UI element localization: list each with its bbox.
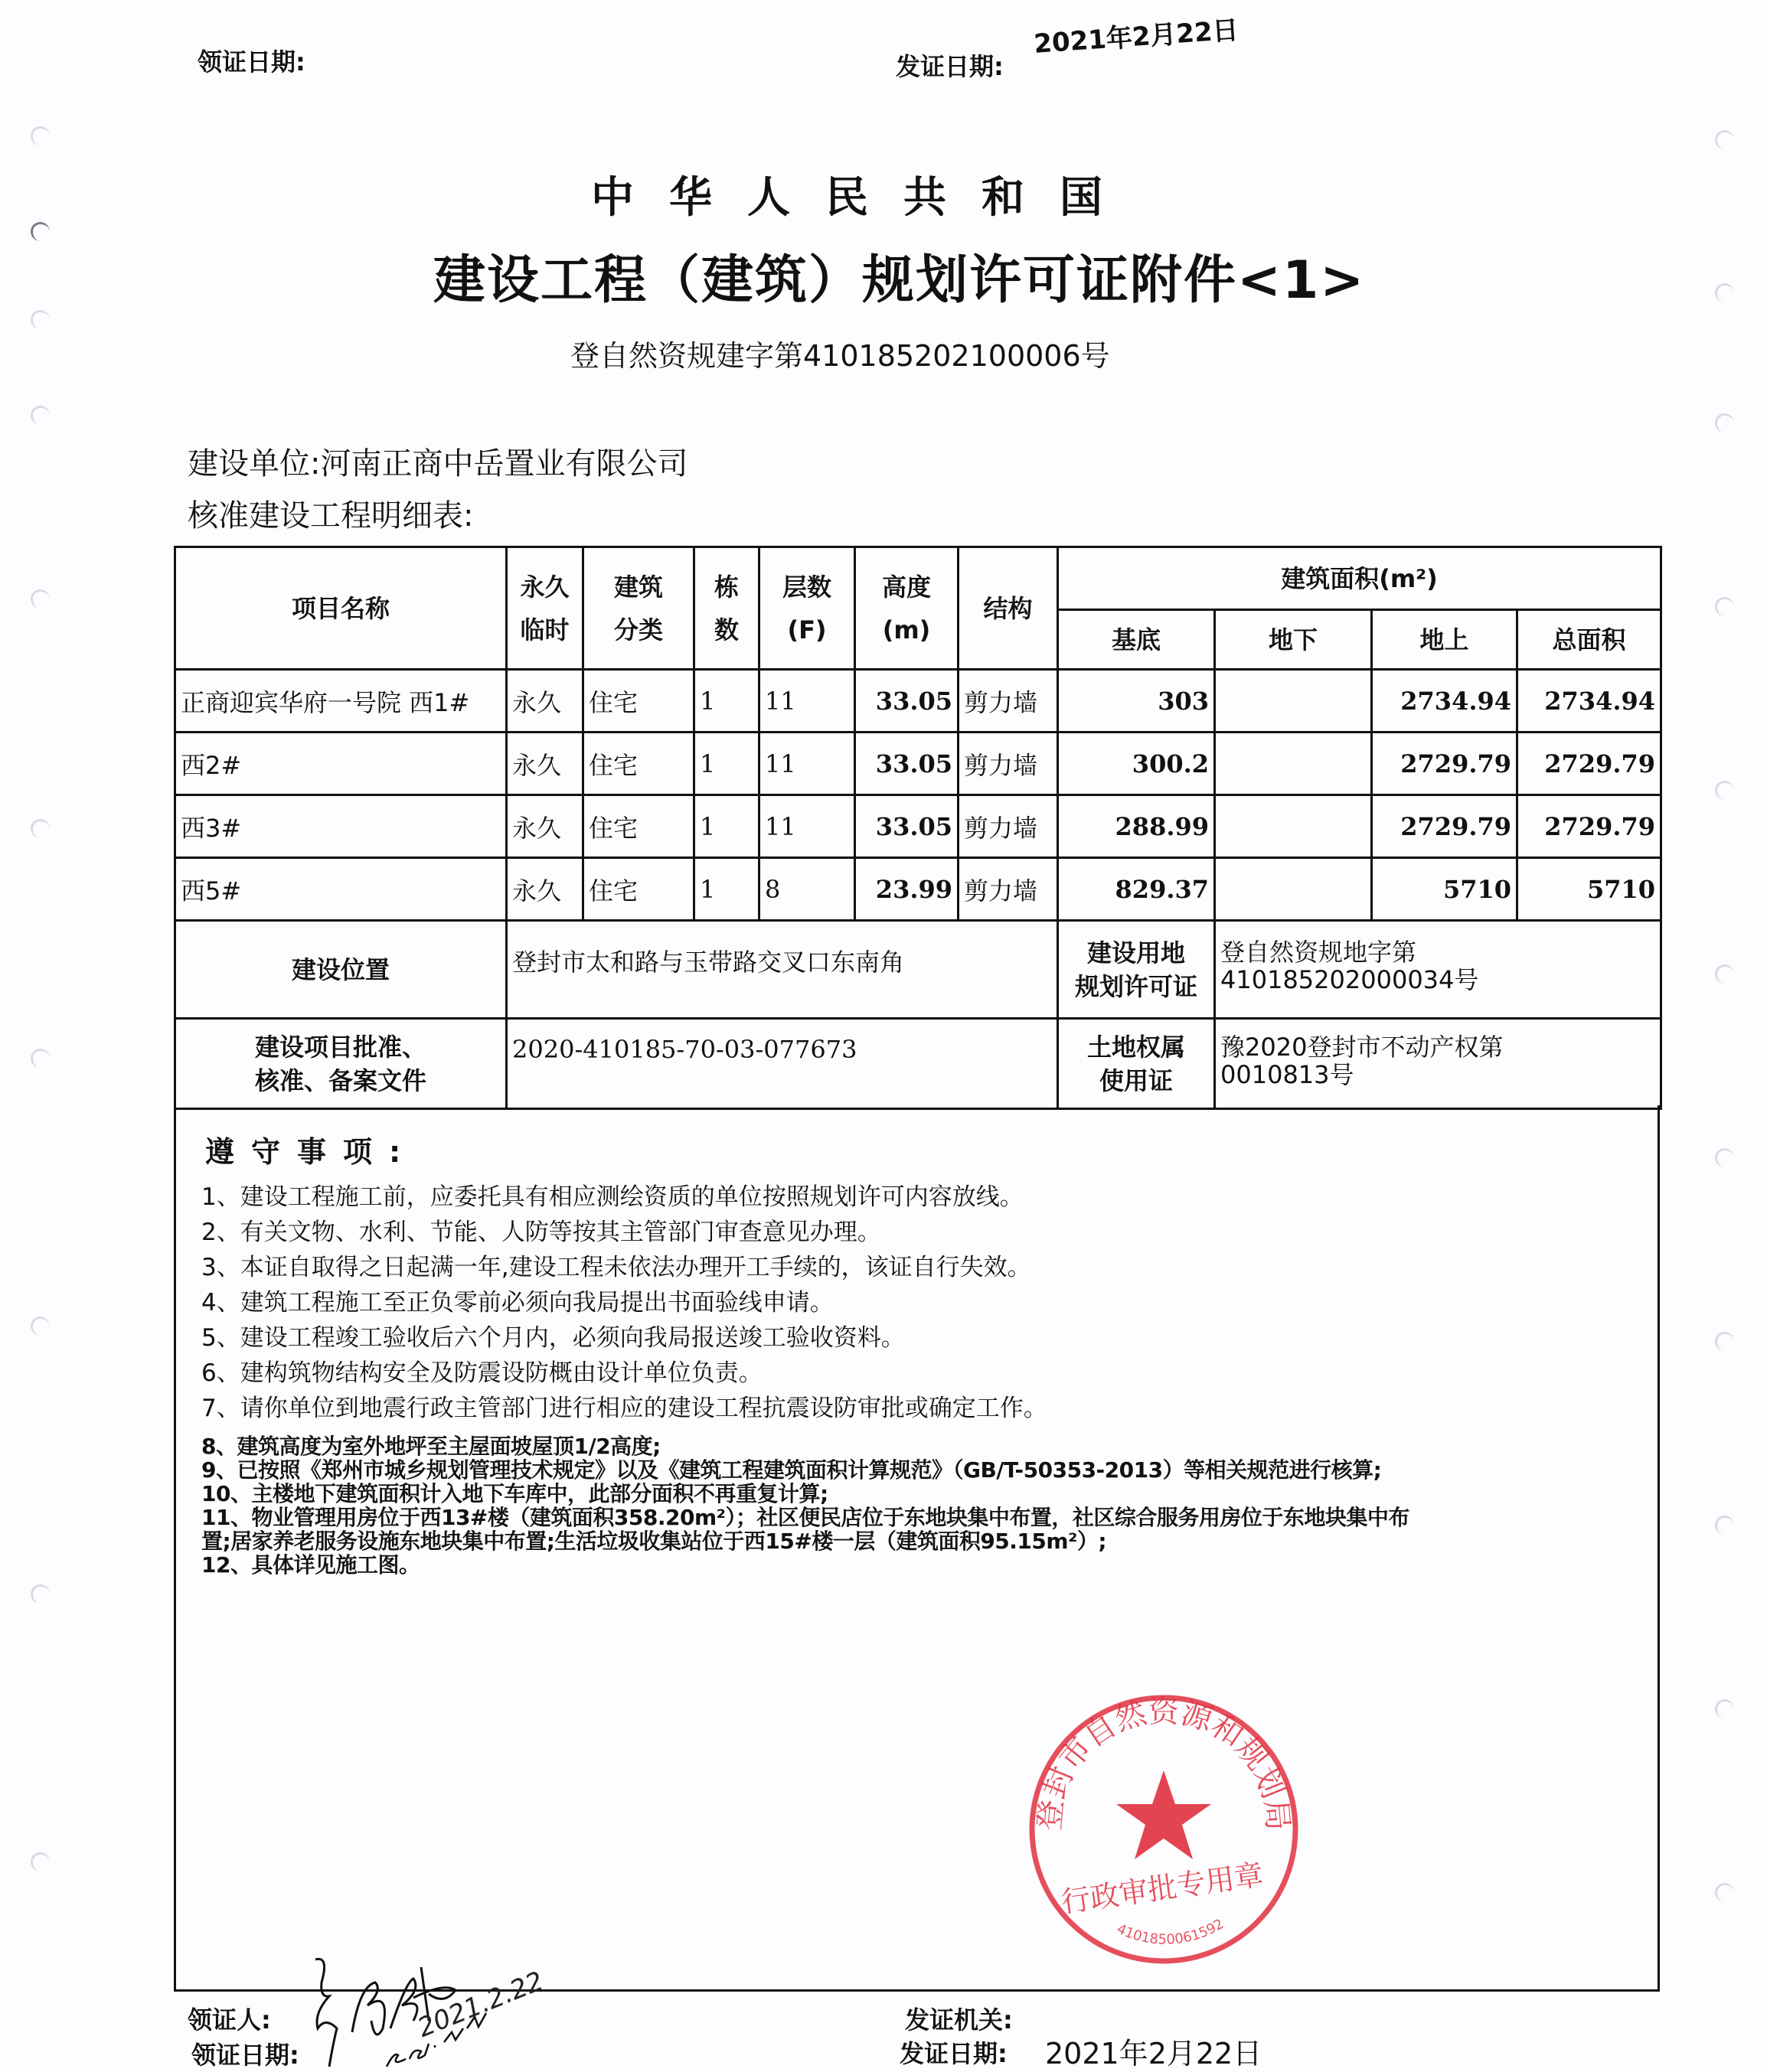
official-seal: [1022, 1688, 1305, 1971]
seal-purpose: 行政审批专用章: [1059, 1857, 1266, 1920]
construction-unit-name: 河南正商中岳置业有限公司: [320, 446, 688, 481]
note-item: 6、建构筑物结构安全及防震设防概由设计单位负责。: [201, 1359, 763, 1387]
cell-structure: 剪力墙: [959, 858, 1058, 921]
punch-hole-icon: [1715, 1516, 1734, 1535]
approval-value: 2020-410185-70-03-077673: [507, 1019, 1058, 1109]
cell-category: 住宅: [583, 670, 694, 733]
country-name: 中华人民共和国: [591, 173, 1138, 223]
document-title: 建设工程（建筑）规划许可证附件<1>: [433, 250, 1366, 311]
cell-name: 西5#: [175, 858, 507, 921]
cell-buildings: 1: [694, 858, 759, 921]
land-permit-value-line1: 登自然资规地字第: [1220, 938, 1417, 967]
punch-hole-icon: [1715, 130, 1734, 149]
note-item: 12、具体详见施工图。: [201, 1552, 420, 1578]
punch-hole-icon: [1715, 413, 1734, 432]
punch-hole-icon: [1715, 1332, 1734, 1351]
cell-permanence: 永久: [507, 858, 583, 921]
location-label: 建设位置: [175, 921, 507, 1019]
cell-height: 33.05: [855, 670, 959, 733]
cell-name: 西2#: [175, 733, 507, 795]
table-row: [175, 858, 1661, 921]
top-receive-date-label: 领证日期:: [198, 47, 305, 77]
punch-hole-icon: [1715, 1148, 1734, 1167]
project-detail-table: [174, 546, 1662, 1110]
footer-issue-date-label: 发证日期:: [900, 2039, 1008, 2068]
cell-structure: 剪力墙: [959, 670, 1058, 733]
header-buildings-line1: 栋: [714, 572, 739, 602]
land-permit-label: [1058, 921, 1215, 1019]
punch-hole-icon: [31, 310, 50, 329]
seal-code: 4101850061592: [1114, 1915, 1227, 1948]
construction-unit-label: 建设单位:: [188, 446, 321, 481]
punch-hole-icon: [1715, 964, 1734, 984]
header-area-group: 建筑面积(m²): [1058, 547, 1661, 610]
cell-structure: 剪力墙: [959, 733, 1058, 795]
header-structure: 结构: [959, 547, 1058, 670]
cell-category: 住宅: [583, 733, 694, 795]
issuer-label: 发证机关:: [905, 2005, 1013, 2034]
cell-aboveground: 2729.79: [1372, 795, 1517, 858]
seal-organization: 登封市自然资源和规划局: [1031, 1694, 1296, 1832]
table-caption: 核准建设工程明细表:: [188, 498, 474, 533]
header-row: [175, 547, 1661, 610]
cell-aboveground: 2729.79: [1372, 733, 1517, 795]
table-row: [175, 670, 1661, 733]
table-row: [175, 733, 1661, 795]
header-underground: 地下: [1215, 610, 1372, 670]
footer-issue-date-value: 2021年2月22日: [1045, 2037, 1262, 2070]
header-buildings-line2: 数: [714, 615, 739, 644]
header-floors-line2: (F): [787, 615, 827, 644]
cell-name: 西3#: [175, 795, 507, 858]
punch-hole-icon: [31, 1317, 50, 1336]
seal-star-icon: [1116, 1770, 1211, 1859]
cell-floors: 8: [759, 858, 855, 921]
cell-base: 300.2: [1058, 733, 1215, 795]
header-category-line1: 建筑: [613, 572, 663, 602]
punch-hole-icon: [1715, 1883, 1734, 1902]
note-item: 3、本证自取得之日起满一年,建设工程未依法办理开工手续的，该证自行失效。: [201, 1254, 1031, 1281]
land-cert-value-line2: 0010813号: [1220, 1060, 1354, 1089]
punch-hole-icon: [31, 1049, 50, 1068]
note-item: 1、建设工程施工前，应委托具有相应测绘资质的单位按照规划许可内容放线。: [201, 1183, 1024, 1211]
approval-label-line1: 建设项目批准、: [254, 1032, 426, 1062]
land-permit-value-line2: 410185202000034号: [1220, 965, 1479, 994]
header-height-line1: 高度: [881, 572, 931, 602]
approval-row: [175, 1019, 1661, 1109]
table-row: [175, 795, 1661, 858]
punch-hole-icon: [31, 406, 50, 425]
land-permit-label-line2: 规划许可证: [1074, 971, 1197, 1001]
header-aboveground: 地上: [1372, 610, 1517, 670]
cell-buildings: 1: [694, 795, 759, 858]
cell-floors: 11: [759, 670, 855, 733]
cell-category: 住宅: [583, 795, 694, 858]
header-category-line2: 分类: [613, 615, 663, 644]
punch-hole-icon: [1715, 283, 1734, 302]
construction-unit-line: [188, 439, 688, 483]
cell-underground: [1215, 795, 1372, 858]
approval-label-line2: 核准、备案文件: [254, 1065, 426, 1095]
notes-section: [174, 1105, 1660, 1992]
note-item: 5、建设工程竣工验收后六个月内，必须向我局报送竣工验收资料。: [201, 1324, 905, 1352]
note-item: 2、有关文物、水利、节能、人防等按其主管部门审查意见办理。: [201, 1219, 881, 1246]
cell-height: 33.05: [855, 733, 959, 795]
cell-total: 2729.79: [1517, 733, 1661, 795]
land-cert-label-line1: 土地权属: [1086, 1032, 1185, 1062]
header-permanence-line2: 临时: [520, 615, 570, 644]
note-item: 11、物业管理用房位于西13#楼（建筑面积358.20m²）；社区便民店位于东地块集中布置，社区综合服务用房位于东地块集中布: [201, 1505, 1409, 1530]
cell-permanence: 永久: [507, 795, 583, 858]
note-item: 7、请你单位到地震行政主管部门进行相应的建设工程抗震设防审批或确定工作。: [201, 1395, 1047, 1422]
punch-hole-icon: [1715, 1699, 1734, 1718]
cell-underground: [1215, 733, 1372, 795]
approval-label: [175, 1019, 507, 1109]
receiver-label: 领证人:: [188, 2005, 271, 2034]
header-permanence-line1: 永久: [520, 572, 570, 602]
cell-aboveground: 2734.94: [1372, 670, 1517, 733]
cell-buildings: 1: [694, 670, 759, 733]
handwritten-date: 2021.2.22: [413, 1966, 548, 2044]
header-floors: [759, 547, 855, 670]
land-permit-value: [1215, 921, 1661, 1019]
cell-name: 正商迎宾华府一号院 西1#: [175, 670, 507, 733]
cell-permanence: 永久: [507, 733, 583, 795]
header-floors-line1: 层数: [782, 572, 831, 602]
note-item: 置;居家养老服务设施东地块集中布置;生活垃圾收集站位于西15#楼一层（建筑面积95.15m²）;: [201, 1529, 1107, 1554]
top-issue-date-label: 发证日期:: [896, 52, 1004, 81]
note-item: 9、已按照《郑州市城乡规划管理技术规定》以及《建筑工程建筑面积计算规范》（GB/T-50353-2013）等相关规范进行核算;: [201, 1457, 1382, 1483]
permit-number: 登自然资规建字第410185202100006号: [570, 339, 1110, 373]
footer-receive-date-label: 领证日期:: [191, 2041, 299, 2070]
header-buildings: [694, 547, 759, 670]
note-item: 4、建筑工程施工至正负零前必须向我局提出书面验线申请。: [201, 1289, 834, 1317]
punch-hole-icon: [31, 126, 50, 145]
punch-hole-icon: [31, 222, 50, 241]
cell-total: 2729.79: [1517, 795, 1661, 858]
cell-underground: [1215, 858, 1372, 921]
header-height: [855, 547, 959, 670]
cell-height: 33.05: [855, 795, 959, 858]
punch-hole-icon: [31, 1852, 50, 1871]
header-project-name: 项目名称: [175, 547, 507, 670]
punch-hole-icon: [1715, 781, 1734, 800]
header-height-line2: (m): [882, 615, 931, 644]
cell-floors: 11: [759, 795, 855, 858]
header-permanence: [507, 547, 583, 670]
land-cert-value: [1215, 1019, 1661, 1109]
cell-height: 23.99: [855, 858, 959, 921]
punch-hole-icon: [31, 589, 50, 609]
header-category: [583, 547, 694, 670]
cell-aboveground: 5710: [1372, 858, 1517, 921]
cell-base: 288.99: [1058, 795, 1215, 858]
land-cert-label-line2: 使用证: [1099, 1065, 1173, 1095]
cell-base: 829.37: [1058, 858, 1215, 921]
cell-total: 5710: [1517, 858, 1661, 921]
location-value: 登封市太和路与玉带路交叉口东南角: [507, 921, 1058, 1019]
cell-underground: [1215, 670, 1372, 733]
punch-hole-icon: [31, 819, 50, 838]
land-cert-label: [1058, 1019, 1215, 1109]
cell-structure: 剪力墙: [959, 795, 1058, 858]
cell-floors: 11: [759, 733, 855, 795]
cell-base: 303: [1058, 670, 1215, 733]
cell-total: 2734.94: [1517, 670, 1661, 733]
land-permit-label-line1: 建设用地: [1086, 938, 1185, 967]
header-base: 基底: [1058, 610, 1215, 670]
cell-buildings: 1: [694, 733, 759, 795]
punch-hole-icon: [1715, 597, 1734, 616]
notes-title: 遵守事项:: [205, 1135, 418, 1169]
note-item: 8、建筑高度为室外地坪至主屋面坡屋顶1/2高度;: [201, 1434, 661, 1459]
top-issue-date-value: 2021年2月22日: [1033, 15, 1240, 60]
location-row: [175, 921, 1661, 1019]
punch-hole-icon: [31, 1584, 50, 1604]
cell-permanence: 永久: [507, 670, 583, 733]
land-cert-value-line1: 豫2020登封市不动产权第: [1220, 1033, 1504, 1062]
note-item: 10、主楼地下建筑面积计入地下车库中，此部分面积不再重复计算;: [201, 1481, 828, 1506]
header-total: 总面积: [1517, 610, 1661, 670]
cell-category: 住宅: [583, 858, 694, 921]
